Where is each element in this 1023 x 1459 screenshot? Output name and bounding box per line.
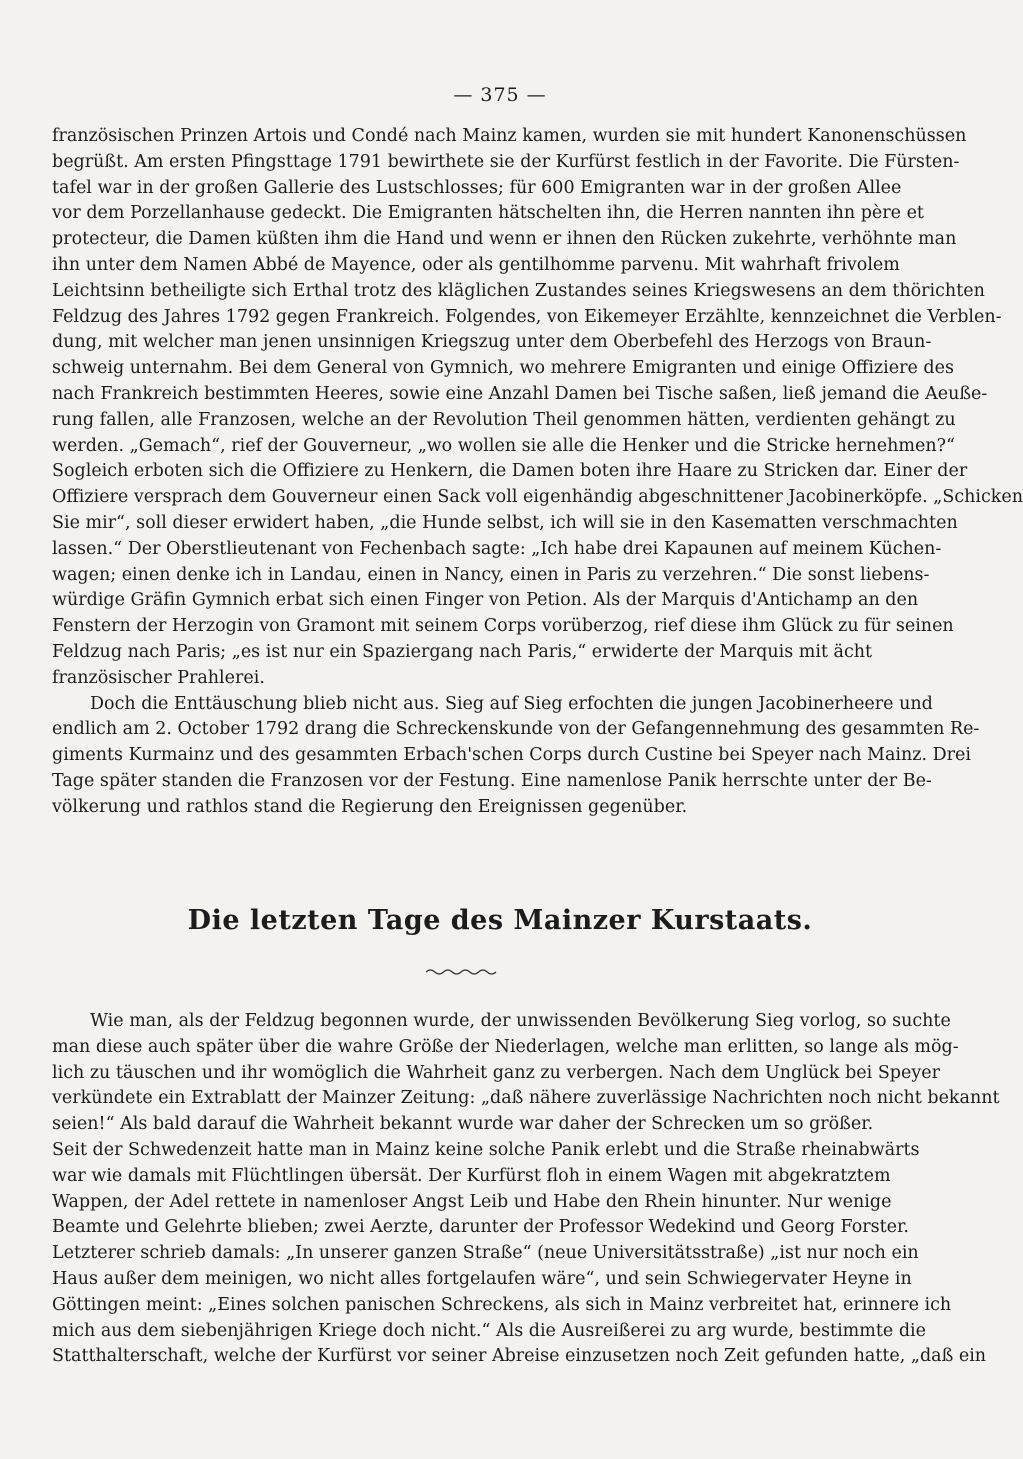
wavy-divider-ornament [426,968,496,976]
text-line: man diese auch später über die wahre Größe der Niederlagen, welche man erlitten, so lange als mög- [52,1036,959,1057]
text-line: protecteur, die Damen küßten ihm die Hand und wenn er ihnen den Rücken zukehrte, verhöhnte man [52,229,957,250]
text-line: war wie damals mit Flüchtlingen übersät. Der Kurfürst floh in einem Wagen mit abgekratztem [52,1165,891,1186]
text-line: wagen; einen denke ich in Landau, einen in Nancy, einen in Paris zu verzehren.“ Die sonst liebens- [52,564,930,585]
text-line: Statthalterschaft, welche der Kurfürst vor seiner Abreise einzusetzen noch Zeit gefunden hatte, „daß ein [52,1346,987,1367]
text-line: lassen.“ Der Oberstlieutenant von Fechenbach sagte: „Ich habe drei Kapaunen auf meinem Küchen- [52,538,942,559]
paragraph-3 [52,1009,1000,1370]
body-text-section-1 [52,124,1023,821]
text-line: französischen Prinzen Artois und Condé nach Mainz kamen, wurden sie mit hundert Kanonenschüssen [52,126,967,146]
text-line: Feldzug nach Paris; „es ist nur ein Spaziergang nach Paris,“ erwiderte der Marquis mit ächt [52,641,873,662]
text-line: giments Kurmainz und des gesammten Erbach'schen Corps durch Custine bei Speyer nach Mainz. Drei [52,745,971,766]
text-line: vor dem Porzellanhause gedeckt. Die Emigranten hätschelten ihn, die Herren nannten ihn père et [52,203,924,224]
text-line: Fenstern der Herzogin von Gramont mit seinem Corps vorüberzog, rief diese ihm Glück zu für seinen [52,616,954,637]
text-line: verkündete ein Extrablatt der Mainzer Zeitung: „daß nähere zuverlässige Nachrichten noch nicht bekannt [52,1088,1000,1109]
text-line: würdige Gräfin Gymnich erbat sich einen Finger von Petion. Als der Marquis d'Antichamp an den [52,590,919,611]
text-line: begrüßt. Am ersten Pfingsttage 1791 bewirthete sie der Kurfürst festlich in der Favorite. Die Fürsten- [52,151,960,172]
text-line: Sie mir“, soll dieser erwidert haben, „die Hunde selbst, ich will sie in den Kasematten verschmachten [52,512,958,533]
text-line: völkerung und rathlos stand die Regierung den Ereignissen gegenüber. [52,796,688,817]
text-line: Letzterer schrieb damals: „In unserer ganzen Straße“ (neue Universitätsstraße) „ist nur noch ein [52,1243,919,1264]
text-line: tafel war in der großen Gallerie des Lustschlosses; für 600 Emigranten war in der großen Allee [52,177,902,198]
page-number: — 375 — [453,84,547,106]
text-line: Wie man, als der Feldzug begonnen wurde, der unwissenden Bevölkerung Sieg vorlog, so suchte [90,1011,951,1031]
text-line: werden. „Gemach“, rief der Gouverneur, „wo wollen sie alle die Henker und die Stricke hernehmen?“ [52,435,955,456]
text-line: mich aus dem siebenjährigen Kriege doch nicht.“ Als die Ausreißerei zu arg wurde, bestimmte die [52,1320,926,1341]
text-line: rung fallen, alle Franzosen, welche an der Revolution Theil genommen hätten, verdienten gehängt zu [52,409,956,430]
text-line: Beamte und Gelehrte blieben; zwei Aerzte, darunter der Professor Wedekind und Georg Forster. [52,1217,909,1238]
text-line: Göttingen meint: „Eines solchen panischen Schreckens, als sich in Mainz verbreitet hat, erinnere ich [52,1294,952,1315]
text-line: Sogleich erboten sich die Offiziere zu Henkern, die Damen boten ihre Haare zu Stricken dar. Einer der [52,461,968,482]
text-line: Feldzug des Jahres 1792 gegen Frankreich. Folgendes, von Eikemeyer Erzählte, kennzeichnet die Verblen- [52,306,1002,327]
section-heading: Die letzten Tage des Mainzer Kurstaats. [187,905,813,936]
text-line: Wappen, der Adel rettete in namenloser Angst Leib und Habe den Rhein hinunter. Nur wenige [52,1191,892,1212]
body-text-section-2 [52,1009,1000,1370]
text-line: lich zu täuschen und ihr womöglich die Wahrheit ganz zu verbergen. Nach dem Unglück bei Speyer [52,1062,940,1083]
paragraph-1 [52,124,1023,692]
text-line: dung, mit welcher man jenen unsinnigen Kriegszug unter dem Oberbefehl des Herzogs von Braun- [52,332,932,353]
paragraph-2 [52,692,980,821]
text-line: schweig unternahm. Bei dem General von Gymnich, wo mehrere Emigranten und einige Offiziere des [52,358,954,379]
text-line: französischer Prahlerei. [52,667,265,688]
text-line: ihn unter dem Namen Abbé de Mayence, oder als gentilhomme parvenu. Mit wahrhaft frivolem [52,254,900,275]
text-line: endlich am 2. October 1792 drang die Schreckenskunde von der Gefangennehmung des gesammten Re- [52,719,980,740]
text-line: Offiziere versprach dem Gouverneur einen Sack voll eigenhändig abgeschnittener Jacobinerköpfe. „Schicken [52,487,1023,508]
text-line: Doch die Enttäuschung blieb nicht aus. Sieg auf Sieg erfochten die jungen Jacobinerheere und [90,693,933,714]
text-line: Tage später standen die Franzosen vor der Festung. Eine namenlose Panik herrschte unter der Be- [52,770,932,791]
text-line: Haus außer dem meinigen, wo nicht alles fortgelaufen wäre“, und sein Schwiegervater Heyne in [52,1268,912,1289]
text-line: Seit der Schwedenzeit hatte man in Mainz keine solche Panik erlebt und die Straße rheinabwärts [52,1139,920,1160]
text-line: Leichtsinn betheiligte sich Erthal trotz des kläglichen Zustandes seines Kriegswesens an dem thörichten [52,280,985,301]
text-line: nach Frankreich bestimmten Heeres, sowie eine Anzahl Damen bei Tische saßen, ließ jemand die Aeuße- [52,383,988,404]
text-line: seien!“ Als bald darauf die Wahrheit bekannt wurde war daher der Schrecken um so größer. [52,1114,874,1135]
